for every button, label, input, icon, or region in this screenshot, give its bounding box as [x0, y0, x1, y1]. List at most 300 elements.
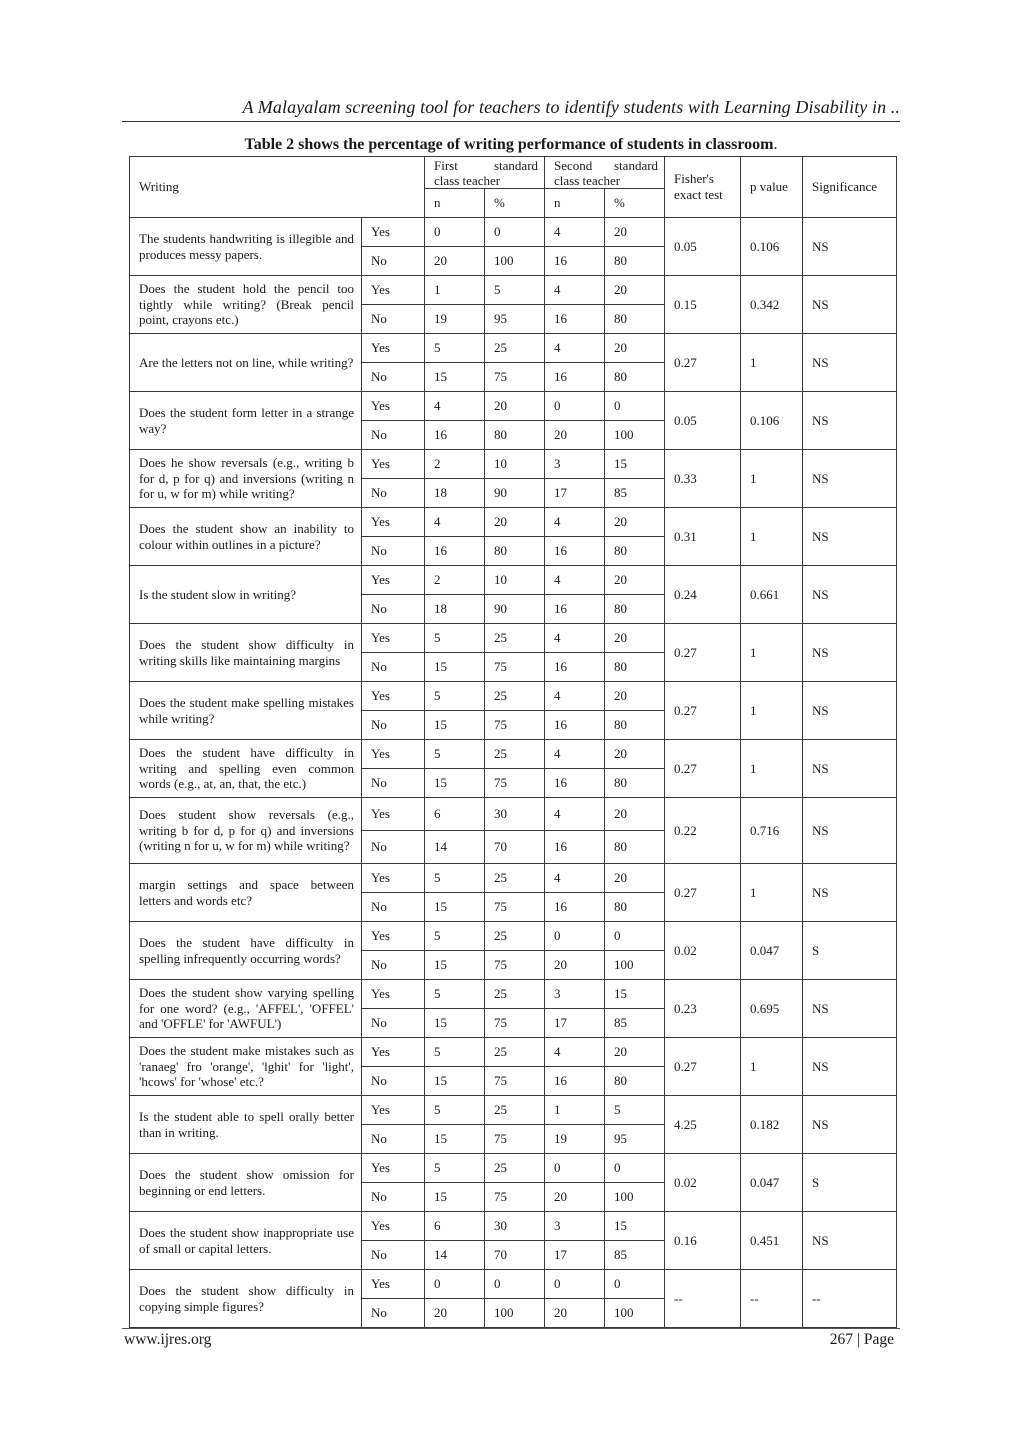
significance-value: NS	[803, 1096, 897, 1154]
table-row	[130, 276, 897, 305]
second-n: 4	[545, 1038, 605, 1067]
first-percent: 80	[485, 537, 545, 566]
second-n: 1	[545, 1096, 605, 1125]
first-n: 0	[425, 218, 485, 247]
second-percent: 100	[605, 1299, 665, 1328]
fisher-value: 0.15	[665, 276, 741, 334]
fisher-value: 4.25	[665, 1096, 741, 1154]
first-percent: 75	[485, 1125, 545, 1154]
question-cell: Does the student hold the pencil too tightly while writing? (Break pencil point, crayons etc.)	[130, 276, 362, 334]
second-n: 16	[545, 769, 605, 798]
response-label: No	[362, 305, 425, 334]
response-label: Yes	[362, 980, 425, 1009]
writing-header: Writing	[130, 157, 425, 218]
second-percent: 20	[605, 276, 665, 305]
significance-value: S	[803, 1154, 897, 1212]
first-n: 2	[425, 450, 485, 479]
first-percent: 75	[485, 653, 545, 682]
p-value: 0.342	[741, 276, 803, 334]
response-label: Yes	[362, 682, 425, 711]
significance-value: --	[803, 1270, 897, 1328]
second-percent: 20	[605, 334, 665, 363]
second-n: 4	[545, 508, 605, 537]
table-row	[130, 1154, 897, 1183]
first-n: 1	[425, 276, 485, 305]
p-value: 1	[741, 450, 803, 508]
question-cell: Does the student show varying spelling for one word? (e.g., 'AFFEL', 'OFFEL' and 'OFFLE' for 'AWFUL')	[130, 980, 362, 1038]
first-percent: 30	[485, 1212, 545, 1241]
first-n: 14	[425, 1241, 485, 1270]
table-row	[130, 740, 897, 769]
first-percent: 25	[485, 624, 545, 653]
first-n: 15	[425, 893, 485, 922]
p-value: 0.182	[741, 1096, 803, 1154]
table-row	[130, 450, 897, 479]
question-cell: Are the letters not on line, while writing?	[130, 334, 362, 392]
fisher-value: 0.27	[665, 1038, 741, 1096]
response-label: Yes	[362, 334, 425, 363]
first-percent: 95	[485, 305, 545, 334]
fisher-value: 0.27	[665, 624, 741, 682]
significance-value: NS	[803, 1212, 897, 1270]
header-row	[130, 157, 897, 189]
p-value: 0.106	[741, 218, 803, 276]
significance-value: NS	[803, 566, 897, 624]
first-percent: 100	[485, 1299, 545, 1328]
first-percent: 25	[485, 1154, 545, 1183]
second-n: 4	[545, 864, 605, 893]
first-n: 5	[425, 922, 485, 951]
significance-value: NS	[803, 1038, 897, 1096]
fisher-value: 0.16	[665, 1212, 741, 1270]
second-percent: 20	[605, 1038, 665, 1067]
significance-value: NS	[803, 450, 897, 508]
p-value: 0.047	[741, 1154, 803, 1212]
second-percent: 80	[605, 363, 665, 392]
second-n: 4	[545, 798, 605, 831]
first-percent: 0	[485, 218, 545, 247]
percent-header: %	[485, 189, 545, 218]
second-percent: 80	[605, 893, 665, 922]
table-row	[130, 922, 897, 951]
second-n: 4	[545, 276, 605, 305]
second-percent: 15	[605, 450, 665, 479]
table-row	[130, 218, 897, 247]
first-percent: 80	[485, 421, 545, 450]
response-label: Yes	[362, 798, 425, 831]
second-n: 3	[545, 450, 605, 479]
fisher-value: 0.05	[665, 392, 741, 450]
response-label: Yes	[362, 1154, 425, 1183]
first-percent: 70	[485, 1241, 545, 1270]
question-cell: Does the student show an inability to colour within outlines in a picture?	[130, 508, 362, 566]
first-n: 5	[425, 1154, 485, 1183]
second-n: 16	[545, 595, 605, 624]
question-cell: Does the student show omission for beginning or end letters.	[130, 1154, 362, 1212]
table-row	[130, 1212, 897, 1241]
second-percent: 0	[605, 392, 665, 421]
first-n: 15	[425, 363, 485, 392]
second-percent: 100	[605, 951, 665, 980]
fisher-value: 0.27	[665, 682, 741, 740]
first-n: 2	[425, 566, 485, 595]
p-value: 1	[741, 508, 803, 566]
question-cell: Does the student form letter in a strange way?	[130, 392, 362, 450]
p-value: 1	[741, 624, 803, 682]
p-value: 0.716	[741, 798, 803, 864]
second-n: 0	[545, 392, 605, 421]
second-n: 20	[545, 1299, 605, 1328]
first-percent: 10	[485, 450, 545, 479]
question-cell: Does he show reversals (e.g., writing b for d, p for q) and inversions (writing n for u, w for m) while writing?	[130, 450, 362, 508]
response-label: No	[362, 653, 425, 682]
second-n: 3	[545, 1212, 605, 1241]
response-label: No	[362, 1067, 425, 1096]
significance-value: NS	[803, 334, 897, 392]
second-n: 20	[545, 951, 605, 980]
p-value: 1	[741, 1038, 803, 1096]
second-percent: 80	[605, 711, 665, 740]
second-percent: 80	[605, 247, 665, 276]
header-divider	[122, 121, 900, 122]
first-n: 15	[425, 951, 485, 980]
significance-value: S	[803, 922, 897, 980]
second-percent: 20	[605, 508, 665, 537]
table-row	[130, 864, 897, 893]
second-n: 4	[545, 740, 605, 769]
second-n: 16	[545, 831, 605, 864]
second-percent: 80	[605, 537, 665, 566]
fisher-value: 0.24	[665, 566, 741, 624]
table-row	[130, 798, 897, 831]
first-n: 20	[425, 247, 485, 276]
second-percent: 20	[605, 624, 665, 653]
response-label: Yes	[362, 392, 425, 421]
second-n: 16	[545, 247, 605, 276]
significance-value: NS	[803, 682, 897, 740]
first-percent: 25	[485, 922, 545, 951]
response-label: No	[362, 247, 425, 276]
second-n: 16	[545, 1067, 605, 1096]
fisher-value: 0.22	[665, 798, 741, 864]
response-label: Yes	[362, 740, 425, 769]
second-n: 0	[545, 922, 605, 951]
question-cell: Is the student able to spell orally better than in writing.	[130, 1096, 362, 1154]
p-value: 0.047	[741, 922, 803, 980]
caption-text: Table 2 shows the percentage of writing performance of students in classroom	[244, 136, 774, 153]
first-n: 20	[425, 1299, 485, 1328]
first-n: 16	[425, 421, 485, 450]
second-n: 16	[545, 305, 605, 334]
second-percent: 20	[605, 798, 665, 831]
significance-value: NS	[803, 798, 897, 864]
response-label: Yes	[362, 450, 425, 479]
p-value: 0.106	[741, 392, 803, 450]
second-n: 3	[545, 980, 605, 1009]
second-n: 4	[545, 334, 605, 363]
first-percent: 100	[485, 247, 545, 276]
second-percent: 80	[605, 1067, 665, 1096]
second-percent: 80	[605, 831, 665, 864]
p-value: --	[741, 1270, 803, 1328]
first-n: 15	[425, 769, 485, 798]
response-label: Yes	[362, 508, 425, 537]
first-percent: 90	[485, 479, 545, 508]
first-n: 6	[425, 798, 485, 831]
first-percent: 25	[485, 1096, 545, 1125]
significance-value: NS	[803, 508, 897, 566]
second-standard-header: Second standard class teacher	[545, 157, 665, 189]
second-n: 16	[545, 653, 605, 682]
question-cell: Does the student show inappropriate use of small or capital letters.	[130, 1212, 362, 1270]
fisher-value: 0.23	[665, 980, 741, 1038]
first-percent: 90	[485, 595, 545, 624]
table-row	[130, 1096, 897, 1125]
table-row	[130, 566, 897, 595]
first-n: 19	[425, 305, 485, 334]
first-percent: 10	[485, 566, 545, 595]
second-percent: 20	[605, 218, 665, 247]
table-caption	[122, 136, 900, 154]
p-value: 1	[741, 740, 803, 798]
caption-period: .	[773, 136, 778, 153]
response-label: No	[362, 1299, 425, 1328]
response-label: No	[362, 1183, 425, 1212]
table-row	[130, 334, 897, 363]
second-n: 19	[545, 1125, 605, 1154]
second-percent: 20	[605, 682, 665, 711]
first-percent: 75	[485, 769, 545, 798]
response-label: Yes	[362, 218, 425, 247]
first-n: 5	[425, 624, 485, 653]
question-cell: Does the student make spelling mistakes while writing?	[130, 682, 362, 740]
first-percent: 25	[485, 980, 545, 1009]
significance-value: NS	[803, 392, 897, 450]
first-n: 15	[425, 711, 485, 740]
second-percent: 15	[605, 1212, 665, 1241]
second-n: 4	[545, 624, 605, 653]
response-label: Yes	[362, 1096, 425, 1125]
question-cell: Does student show reversals (e.g., writing b for d, p for q) and inversions (writing n for u, w for m) while writing?	[130, 798, 362, 864]
question-cell: Is the student slow in writing?	[130, 566, 362, 624]
response-label: No	[362, 831, 425, 864]
second-percent: 85	[605, 1009, 665, 1038]
first-percent: 70	[485, 831, 545, 864]
first-n: 5	[425, 1096, 485, 1125]
fisher-value: 0.27	[665, 334, 741, 392]
second-n: 20	[545, 421, 605, 450]
first-percent: 25	[485, 1038, 545, 1067]
fisher-value: 0.31	[665, 508, 741, 566]
fisher-value: 0.27	[665, 740, 741, 798]
footer-website: www.ijres.org	[124, 1331, 212, 1348]
first-percent: 25	[485, 334, 545, 363]
question-cell: Does the student show difficulty in writing skills like maintaining margins	[130, 624, 362, 682]
significance-value: NS	[803, 276, 897, 334]
response-label: Yes	[362, 1212, 425, 1241]
significance-value: NS	[803, 740, 897, 798]
question-cell: The students handwriting is illegible and produces messy papers.	[130, 218, 362, 276]
n-header: n	[545, 189, 605, 218]
fisher-value: 0.27	[665, 864, 741, 922]
response-label: No	[362, 1125, 425, 1154]
table-row	[130, 392, 897, 421]
first-percent: 5	[485, 276, 545, 305]
response-label: No	[362, 421, 425, 450]
fisher-value: 0.33	[665, 450, 741, 508]
first-percent: 20	[485, 508, 545, 537]
response-label: No	[362, 711, 425, 740]
response-label: No	[362, 893, 425, 922]
table-row	[130, 1038, 897, 1067]
p-value: 0.695	[741, 980, 803, 1038]
p-value: 0.451	[741, 1212, 803, 1270]
first-n: 5	[425, 740, 485, 769]
page-number: 267 | Page	[829, 1331, 894, 1348]
significance-value: NS	[803, 218, 897, 276]
footer-divider	[122, 1328, 900, 1329]
first-percent: 75	[485, 951, 545, 980]
response-label: Yes	[362, 624, 425, 653]
second-percent: 15	[605, 980, 665, 1009]
first-n: 15	[425, 653, 485, 682]
second-percent: 85	[605, 1241, 665, 1270]
second-percent: 80	[605, 595, 665, 624]
table-row	[130, 624, 897, 653]
question-cell: Does the student make mistakes such as 'ranaeg' fro 'orange', 'lghit' for 'light', 'hcows' for 'whose' etc.?	[130, 1038, 362, 1096]
first-n: 5	[425, 334, 485, 363]
second-percent: 20	[605, 566, 665, 595]
first-n: 6	[425, 1212, 485, 1241]
table-row	[130, 980, 897, 1009]
writing-performance-table	[129, 156, 897, 1328]
first-percent: 25	[485, 682, 545, 711]
response-label: Yes	[362, 864, 425, 893]
first-percent: 25	[485, 740, 545, 769]
table-row	[130, 508, 897, 537]
second-percent: 100	[605, 1183, 665, 1212]
second-n: 20	[545, 1183, 605, 1212]
second-percent: 85	[605, 479, 665, 508]
second-percent: 80	[605, 653, 665, 682]
first-n: 15	[425, 1183, 485, 1212]
second-n: 4	[545, 682, 605, 711]
first-percent: 75	[485, 893, 545, 922]
second-percent: 20	[605, 740, 665, 769]
response-label: No	[362, 479, 425, 508]
significance-header: Significance	[803, 157, 897, 218]
response-label: Yes	[362, 566, 425, 595]
question-cell: Does the student have difficulty in spelling infrequently occurring words?	[130, 922, 362, 980]
p-value: 1	[741, 864, 803, 922]
p-value: 1	[741, 334, 803, 392]
percent-header: %	[605, 189, 665, 218]
second-percent: 100	[605, 421, 665, 450]
second-n: 17	[545, 479, 605, 508]
fisher-value: 0.02	[665, 1154, 741, 1212]
second-n: 4	[545, 566, 605, 595]
first-n: 0	[425, 1270, 485, 1299]
response-label: Yes	[362, 276, 425, 305]
question-cell: margin settings and space between letters and words etc?	[130, 864, 362, 922]
response-label: No	[362, 1241, 425, 1270]
first-n: 4	[425, 392, 485, 421]
second-percent: 95	[605, 1125, 665, 1154]
response-label: No	[362, 595, 425, 624]
first-percent: 75	[485, 1183, 545, 1212]
second-n: 0	[545, 1270, 605, 1299]
second-percent: 0	[605, 1154, 665, 1183]
response-label: No	[362, 537, 425, 566]
first-n: 5	[425, 980, 485, 1009]
first-n: 5	[425, 864, 485, 893]
fisher-header: Fisher's exact test	[665, 157, 741, 218]
p-value: 0.661	[741, 566, 803, 624]
second-percent: 0	[605, 1270, 665, 1299]
first-percent: 75	[485, 363, 545, 392]
first-n: 15	[425, 1009, 485, 1038]
question-cell: Does the student show difficulty in copying simple figures?	[130, 1270, 362, 1328]
second-n: 4	[545, 218, 605, 247]
first-n: 18	[425, 595, 485, 624]
second-n: 16	[545, 537, 605, 566]
first-n: 16	[425, 537, 485, 566]
first-standard-header: First standard class teacher	[425, 157, 545, 189]
p-value-header: p value	[741, 157, 803, 218]
second-n: 17	[545, 1009, 605, 1038]
running-title: A Malayalam screening tool for teachers to identify students with Learning Disability in ..	[242, 97, 900, 117]
p-value: 1	[741, 682, 803, 740]
first-percent: 20	[485, 392, 545, 421]
first-percent: 0	[485, 1270, 545, 1299]
second-percent: 80	[605, 305, 665, 334]
significance-value: NS	[803, 864, 897, 922]
first-n: 18	[425, 479, 485, 508]
second-n: 0	[545, 1154, 605, 1183]
table-row	[130, 1270, 897, 1299]
first-n: 14	[425, 831, 485, 864]
response-label: No	[362, 769, 425, 798]
second-n: 17	[545, 1241, 605, 1270]
second-percent: 20	[605, 864, 665, 893]
second-percent: 80	[605, 769, 665, 798]
response-label: Yes	[362, 1270, 425, 1299]
response-label: Yes	[362, 922, 425, 951]
n-header: n	[425, 189, 485, 218]
question-cell: Does the student have difficulty in writing and spelling even common words (e.g., at, an, that, the etc.)	[130, 740, 362, 798]
response-label: Yes	[362, 1038, 425, 1067]
response-label: No	[362, 1009, 425, 1038]
significance-value: NS	[803, 980, 897, 1038]
second-percent: 0	[605, 922, 665, 951]
second-n: 16	[545, 363, 605, 392]
first-n: 15	[425, 1067, 485, 1096]
fisher-value: 0.05	[665, 218, 741, 276]
first-percent: 25	[485, 864, 545, 893]
fisher-value: 0.02	[665, 922, 741, 980]
first-percent: 30	[485, 798, 545, 831]
fisher-value: --	[665, 1270, 741, 1328]
response-label: No	[362, 363, 425, 392]
second-percent: 5	[605, 1096, 665, 1125]
first-n: 5	[425, 1038, 485, 1067]
significance-value: NS	[803, 624, 897, 682]
first-percent: 75	[485, 711, 545, 740]
table-row	[130, 682, 897, 711]
first-percent: 75	[485, 1067, 545, 1096]
second-n: 16	[545, 711, 605, 740]
first-n: 5	[425, 682, 485, 711]
